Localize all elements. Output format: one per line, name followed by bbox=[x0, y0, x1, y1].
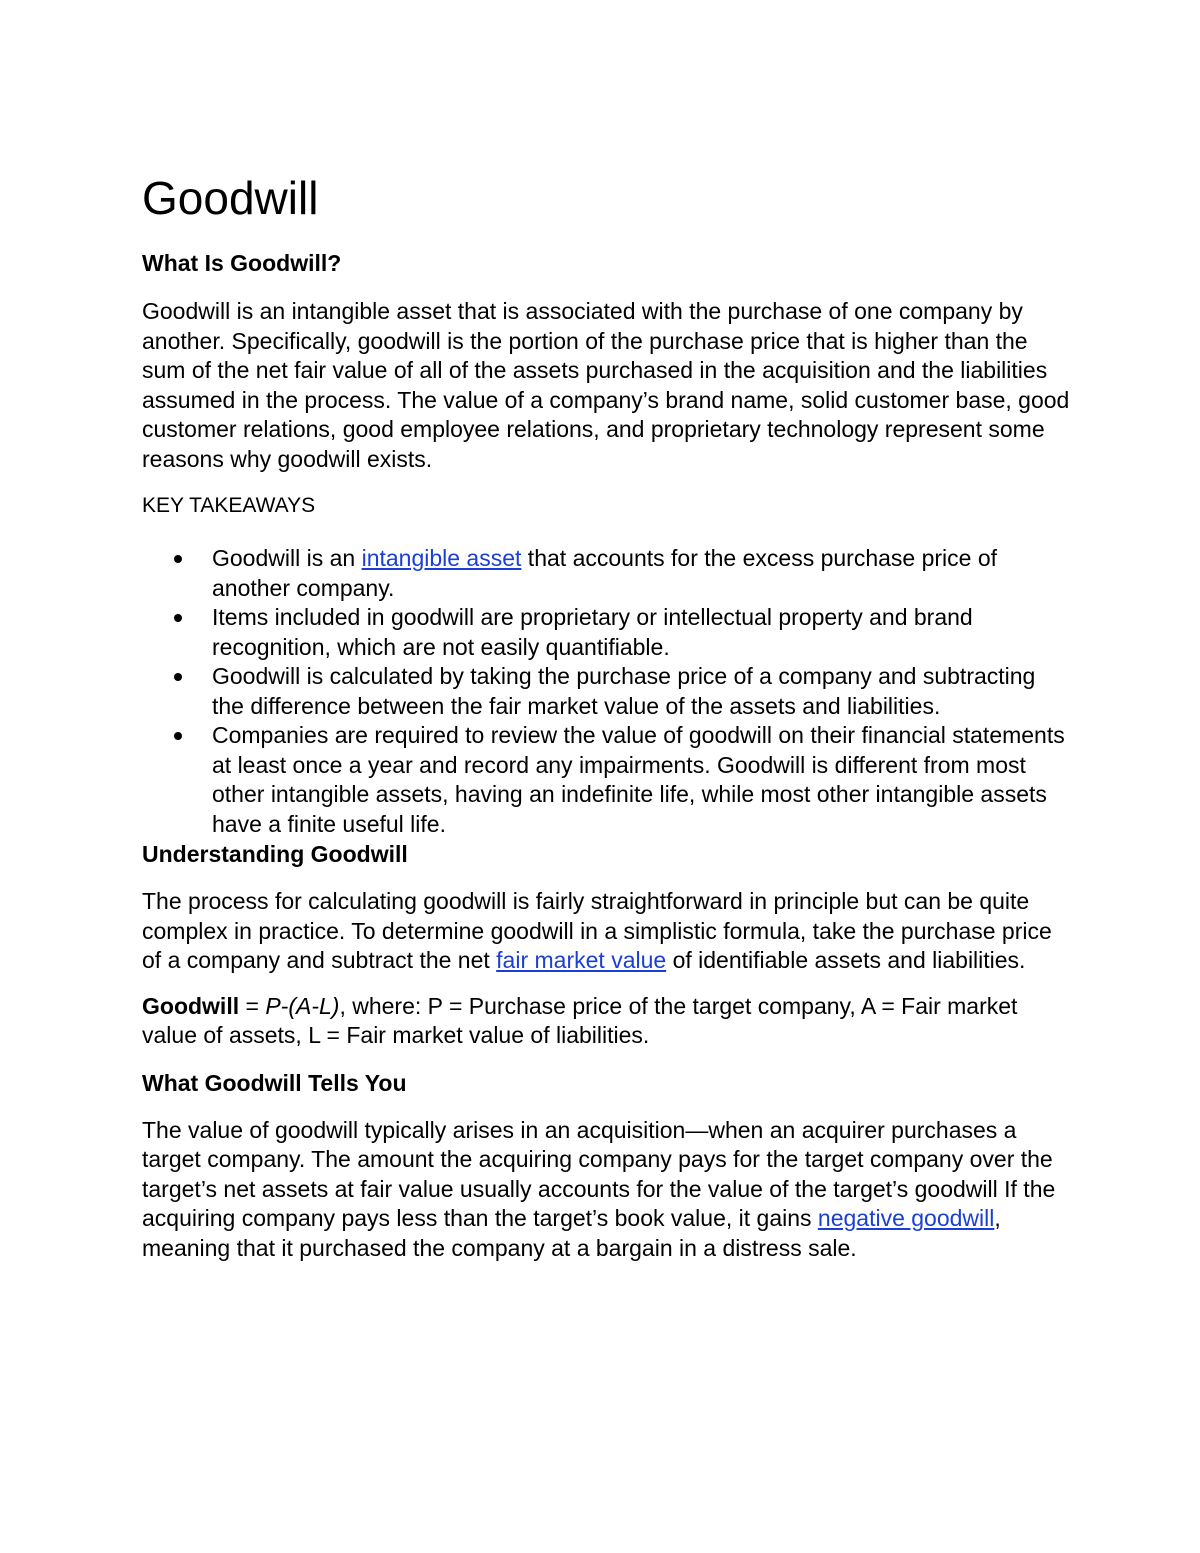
bullet-icon bbox=[174, 673, 182, 681]
formula-term: Goodwill bbox=[142, 992, 240, 1019]
takeaway-text: Goodwill is calculated by taking the purchase price of a company and subtracting the difference between the fair market value of the assets and liabilities. bbox=[212, 663, 1036, 719]
takeaway-text: Goodwill is an bbox=[212, 545, 362, 571]
key-takeaways-label: KEY TAKEAWAYS bbox=[142, 494, 316, 517]
negative-goodwill-link[interactable]: negative goodwill bbox=[817, 1205, 995, 1231]
takeaway-text: Companies are required to review the value of goodwill on their financial statements at least once a year and record any impairments. Goodwill is different from most other intangible assets, having an indefinite life, while most other intangible assets have a finite useful life. bbox=[212, 722, 1065, 837]
intangible-asset-link[interactable]: intangible asset bbox=[361, 545, 522, 571]
document-page bbox=[142, 168, 1072, 1263]
formula-explanation: , where: P = Purchase price of the target company, A = Fair market value of assets, L = Fair market value of liabilities. bbox=[142, 992, 1018, 1048]
formula-equals: = bbox=[239, 992, 266, 1019]
goodwill-formula bbox=[142, 992, 1072, 1051]
takeaway-text: Items included in goodwill are proprietary or intellectual property and brand recognition, which are not easily quantifiable. bbox=[212, 604, 973, 660]
list-item bbox=[142, 544, 1072, 603]
definition-paragraph: Goodwill is an intangible asset that is associated with the purchase of one company by another. Specifically, goodwill is the portion of the purchase price that is higher than the sum of the net fair value of all of the assets purchased in the acquisition and the liabilities assumed in the process. The value of a company’s brand name, solid customer base, good customer relations, good employee relations, and proprietary technology represent some reasons why goodwill exists. bbox=[142, 298, 1070, 472]
list-item bbox=[142, 662, 1072, 721]
document-title: Goodwill bbox=[142, 172, 319, 224]
paragraph-text: of identifiable assets and liabilities. bbox=[666, 947, 1026, 973]
formula-expression: P-(A-L) bbox=[265, 992, 340, 1019]
bullet-icon bbox=[174, 555, 182, 563]
paragraph-text: The value of goodwill typically arises in an acquisition—when an acquirer purchases a target company. The amount the acquiring company pays for the target company over the target’s net assets at fair value usually accounts for the value of the target’s goodwill If the acquiring company pays less than the target’s book value, it gains bbox=[142, 1116, 1056, 1231]
list-item bbox=[142, 721, 1072, 839]
fair-market-value-link[interactable]: fair market value bbox=[496, 947, 667, 973]
takeaway-text: that accounts for the excess purchase price of another company. bbox=[212, 545, 998, 601]
tells-you-paragraph bbox=[142, 1116, 1072, 1264]
list-item bbox=[142, 603, 1072, 662]
understanding-paragraph bbox=[142, 887, 1072, 976]
section-heading-understanding-goodwill: Understanding Goodwill bbox=[142, 841, 408, 867]
paragraph-text: , meaning that it purchased the company at a bargain in a distress sale. bbox=[142, 1205, 1001, 1261]
key-takeaways-list bbox=[142, 544, 1072, 839]
section-heading-what-goodwill-tells-you: What Goodwill Tells You bbox=[142, 1069, 407, 1096]
section-heading-what-is-goodwill: What Is Goodwill? bbox=[142, 250, 342, 276]
paragraph-text: The process for calculating goodwill is fairly straightforward in principle but can be quite complex in practice. To determine goodwill in a simplistic formula, take the purchase price of a company and subtract the net bbox=[142, 888, 1052, 973]
bullet-icon bbox=[174, 614, 182, 622]
bullet-icon bbox=[174, 732, 182, 740]
